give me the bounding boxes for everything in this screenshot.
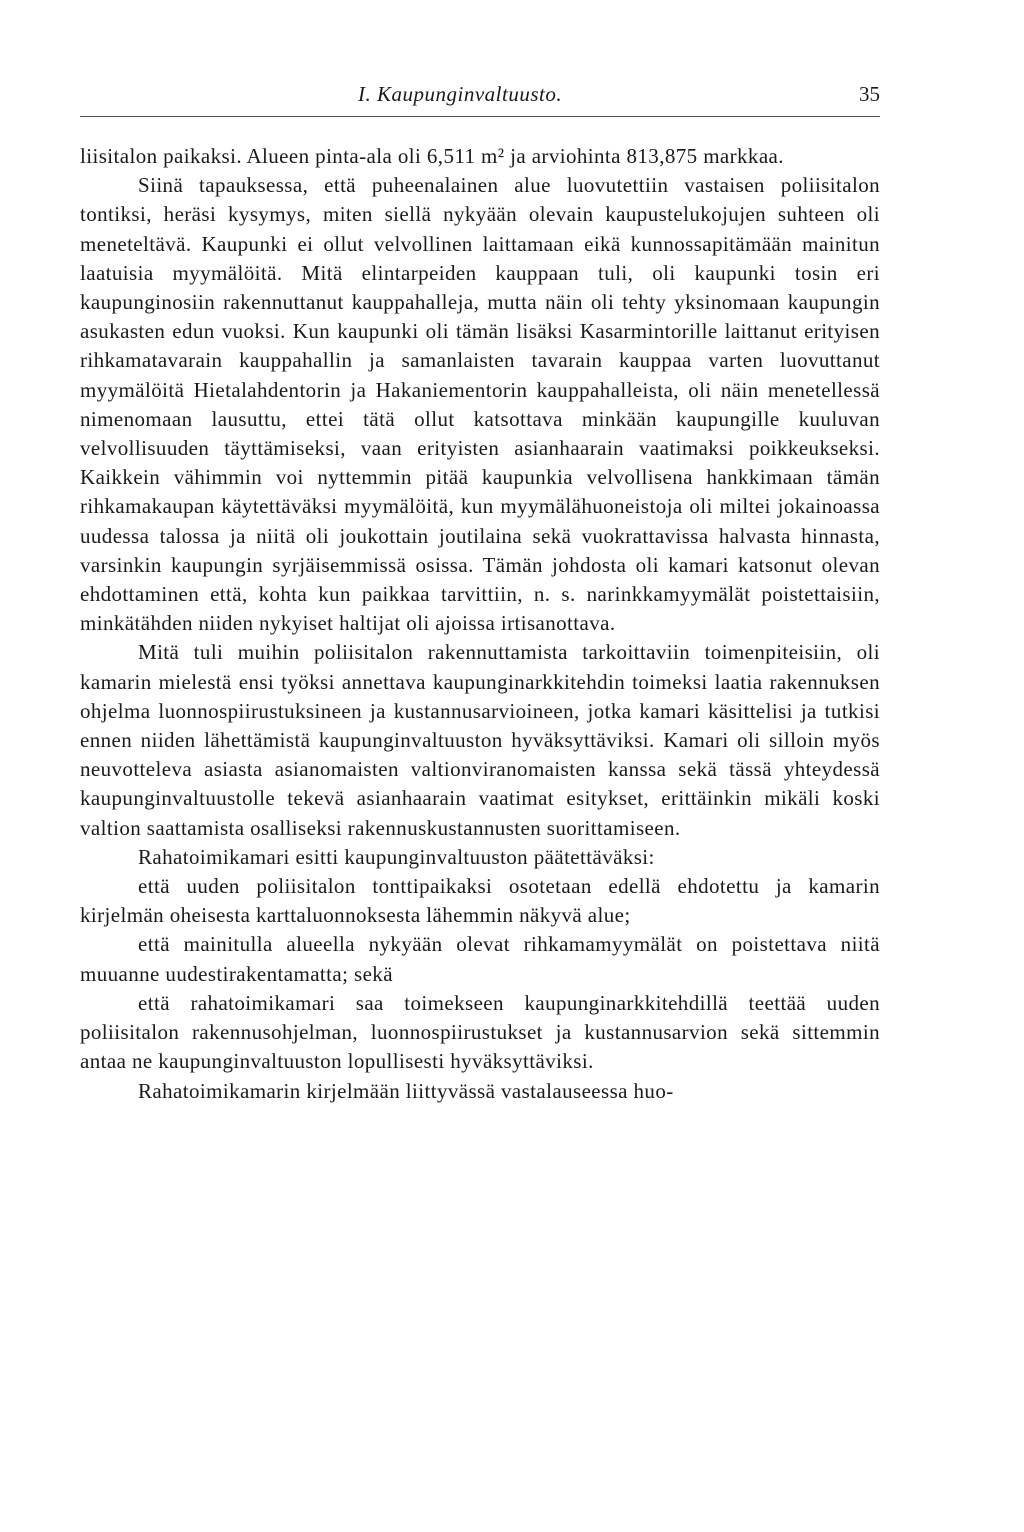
paragraph: Mitä tuli muihin poliisitalon rakennuttamista tarkoittaviin toimenpiteisiin, oli kamarin mielestä ensi työksi annettava kaupunginarkkitehdin toimeksi laatia rakennuksen ohjelma luonnospiirustuksineen ja kustannusarvioineen, jotka kamari käsittelisi ja tutkisi ennen niiden lähettämistä kaupunginvaltuuston hyväksyttäviksi. Kamari oli silloin myös neuvotteleva asiasta asianomaisten valtionviranomaisten kanssa sekä tässä yhteydessä kaupunginvaltuustolle tekevä asianhaarain vaatimat esitykset, erittäinkin mikäli koski valtion saattamista osalliseksi rakennuskustannusten suorittamiseen. bbox=[80, 640, 880, 840]
paragraph: Rahatoimikamari esitti kaupunginvaltuuston päätettäväksi: bbox=[138, 844, 655, 869]
paragraph: että rahatoimikamari saa toimekseen kaupunginarkkitehdillä teettää uuden poliisitalon rakennusohjelman, luonnospiirustukset ja kustannusarvion sekä sittemmin antaa ne kaupunginvaltuuston lopullisesti hyväksyttäviksi. bbox=[80, 990, 880, 1074]
running-head: I. Kaupunginvaltuusto. bbox=[358, 82, 563, 106]
paragraph: että uuden poliisitalon tonttipaikaksi osotetaan edellä ehdotettu ja kamarin kirjelmän oheisesta karttaluonnoksesta lähemmin näkyvä alue; bbox=[80, 874, 880, 928]
body-text bbox=[80, 142, 880, 1106]
page-header bbox=[80, 80, 880, 117]
paragraph: Siinä tapauksessa, että puheenalainen alue luovutettiin vastaisen poliisitalon tontiksi, heräsi kysymys, miten siellä nykyään olevain kaupustelukojujen suhteen oli meneteltävä. Kaupunki ei ollut velvollinen laittamaan eikä kunnossapitämään mainitun laatuisia myymälöitä. Mitä elintarpeiden kauppaan tuli, oli kaupunki tosin eri kaupunginosiin rakennuttanut kauppahalleja, mutta näin oli tehty yksinomaan kaupungin asukasten edun vuoksi. Kun kaupunki oli tämän lisäksi Kasarmintorille laittanut erityisen rihkamatavarain kauppahallin ja samanlaisten tavarain kauppaa varten luovuttanut myymälöitä Hietalahdentorin ja Hakaniementorin kauppahalleista, oli näin menetellessä nimenomaan lausuttu, ettei tätä ollut katsottava minkään kaupungille kuuluvan velvollisuuden täyttämiseksi, vaan erityisten asianhaarain vaatimaksi poikkeukseksi. Kaikkein vähimmin voi nyttemmin pitää kaupunkia velvollisena hankkimaan tämän rihkamakaupan käytettäväksi myymälöitä, kun myymälähuoneistoja oli miltei jokainoassa uudessa talossa ja niitä oli joukottain joutilaina sekä vuokrattavissa halvasta hinnasta, varsinkin kaupungin syrjäisemmissä osissa. Tämän johdosta oli kamari katsonut olevan ehdottaminen että, kohta kun paikkaa tarvittiin, n. s. narinkkamyymälät poistettaisiin, minkätähden niiden nykyiset haltijat oli ajoissa irtisanottava. bbox=[80, 173, 880, 636]
paragraph: Rahatoimikamarin kirjelmään liittyvässä vastalauseessa huo- bbox=[138, 1078, 674, 1103]
page-number: 35 bbox=[859, 82, 880, 106]
paragraph: liisitalon paikaksi. Alueen pinta-ala oli 6,511 m² ja arviohinta 813,875 markkaa. bbox=[80, 144, 784, 168]
paragraph: että mainitulla alueella nykyään olevat rihkamamyymälät on poistettava niitä muuanne uudestirakentamatta; sekä bbox=[80, 932, 880, 986]
